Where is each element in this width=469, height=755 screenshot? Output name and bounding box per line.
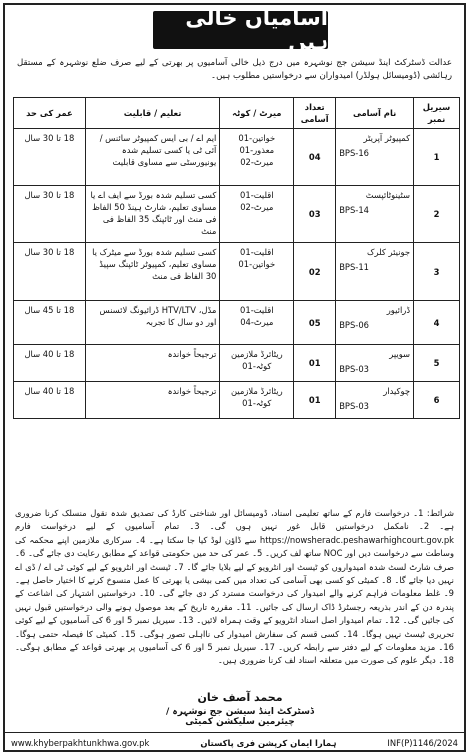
post-scale: BPS-03 — [339, 401, 369, 411]
cell-merit: اقلیت-01 میرٹ-02 — [220, 186, 294, 243]
cell-merit: ریٹائرڈ ملازمین کوٹہ-01 — [220, 382, 294, 419]
footer-website-link[interactable]: www.khyberpakhtunkhwa.gov.pk — [11, 737, 150, 748]
post-name: چوکیدار — [383, 386, 411, 396]
cell-qualification: کسی تسلیم شدہ بورڈ سے ایف اے یا مساوی تعلیم، شارٹ ہینڈ 50 الفاظ فی منٹ اور ٹائپنگ 35 الفاظ فی منٹ — [85, 186, 220, 243]
cell-merit: ریٹائرڈ ملازمین کوٹہ-01 — [220, 345, 294, 382]
advertisement-page — [3, 3, 466, 752]
cell-count: 02 — [294, 243, 336, 301]
cell-count: 01 — [294, 382, 336, 419]
cell-age: 18 تا 30 سال — [14, 129, 86, 186]
post-scale: BPS-14 — [339, 205, 369, 215]
cell-age: 18 تا 45 سال — [14, 301, 86, 345]
table-row — [14, 301, 460, 345]
cell-count: 03 — [294, 186, 336, 243]
cell-qualification: ایم اے / بی ایس کمپیوٹر سائنس / آئی ٹی یا کسی تسلیم شدہ یونیورسٹی سے مساوی قابلیت — [85, 129, 220, 186]
cell-qualification: کسی تسلیم شدہ بورڈ سے میٹرک یا مساوی تعلیم، کمپیوٹر ٹائپنگ سپیڈ 30 الفاظ فی منٹ — [85, 243, 220, 301]
post-scale: BPS-03 — [339, 364, 369, 374]
post-name: سویپر — [389, 349, 411, 359]
post-name: جونیئر کلرک — [367, 247, 411, 257]
header-qualification: تعلیم / قابلیت — [85, 98, 220, 129]
post-name: سٹینوٹائپسٹ — [365, 190, 411, 200]
footer-bar — [3, 732, 466, 752]
cell-serial: 6 — [414, 382, 460, 419]
cell-post — [336, 186, 414, 243]
table-row — [14, 243, 460, 301]
table-row — [14, 129, 460, 186]
header-count: تعداد آسامی — [294, 98, 336, 129]
table-header-row — [14, 98, 460, 129]
vacancies-heading: آسامیاں خالی ہیں — [153, 11, 328, 49]
terms-and-conditions: شرائط: 1۔ درخواست فارم کے ساتھ تعلیمی اسناد، ڈومیسائل اور شناختی کارڈ کی تصدیق شدہ نقول منسلک کرنا ضروری ہے۔ 2۔ نامکمل درخواستیں قابل غور نہیں ہوں گی۔ 3۔ تمام آسامیوں کے لیے درخواست فارم https://nowsheradc.peshawarhighcourt.gov.pk سے ڈاؤن لوڈ کیا جا سکتا ہے۔ 4۔ سرکاری ملازمین اپنے محکمہ کی وساطت سے درخواست دیں اور NOC ساتھ لف کریں۔ 5۔ عمر کی حد میں حکومتی قواعد کے مطابق رعایت دی جائے گی۔ 6۔ صرف شارٹ لسٹ شدہ امیدواروں کو ٹیسٹ اور انٹرویو کے لیے بلایا جائے گا۔ 7۔ ٹیسٹ اور انٹرویو کے لیے کوئی ٹی اے / ڈی اے نہیں دیا جائے گا۔ 8۔ کمیٹی کو کسی بھی آسامی کی تعداد میں کمی بیشی یا بھرتی کا عمل منسوخ کرنے کا اختیار حاصل ہے۔ 9۔ غلط معلومات فراہم کرنے والے امیدوار کی درخواست مسترد کر دی جائے گی۔ 10۔ درخواستیں اشتہار کی اشاعت کے پندرہ دن کے اندر بذریعہ رجسٹرڈ ڈاک ارسال کی جائیں۔ 11۔ مقررہ تاریخ کے بعد موصول ہونے والی درخواستیں قبول نہیں کی جائیں گی۔ 12۔ تمام امیدوار اصل اسناد انٹرویو کے وقت ہمراہ لائیں۔ 13۔ سیریل نمبر 5 اور 6 کی آسامیوں کے لیے کوئی تحریری ٹیسٹ نہیں ہوگا۔ 14۔ کسی قسم کی سفارش امیدوار کی نااہلی تصور ہوگی۔ 15۔ کمیٹی کا فیصلہ حتمی ہوگا۔ 16۔ مزید معلومات کے لیے دفتر سے رابطہ کریں۔ 17۔ سیریل نمبر 5 اور 6 کی آسامیوں پر بھرتی قواعد کے مطابق ہوگی۔ 18۔ دیگر علوم کی صورت میں متعلقہ اسناد لف کرنا ضروری ہیں۔ — [15, 508, 454, 666]
cell-merit: اقلیت-01 خواتین-01 — [220, 243, 294, 301]
footer-reference-number: INF(P)1146/2024 — [387, 737, 458, 748]
cell-count: 01 — [294, 345, 336, 382]
cell-age: 18 تا 30 سال — [14, 243, 86, 301]
cell-serial: 1 — [414, 129, 460, 186]
cell-qualification: ترجیحاً خواندہ — [85, 382, 220, 419]
cell-post — [336, 301, 414, 345]
cell-post — [336, 243, 414, 301]
cell-count: 05 — [294, 301, 336, 345]
cell-merit: خواتین-01 معذور-01 میرٹ-02 — [220, 129, 294, 186]
post-name: کمپیوٹر آپریٹر — [363, 133, 411, 143]
cell-post — [336, 129, 414, 186]
cell-serial: 5 — [414, 345, 460, 382]
cell-age: 18 تا 40 سال — [14, 345, 86, 382]
post-name: ڈرائیور — [386, 305, 411, 315]
cell-post — [336, 345, 414, 382]
post-scale: BPS-16 — [339, 148, 369, 158]
header-merit: میرٹ / کوٹہ — [220, 98, 294, 129]
table-row — [14, 345, 460, 382]
intro-paragraph: عدالت ڈسٹرکٹ اینڈ سیشن جج نوشہرہ میں درج ذیل خالی آسامیوں پر بھرتی کے لیے صرف ضلع نوشہرہ کے مستقل رہائشی (ڈومیسائل ہولڈر) امیدواران سے درخواستیں مطلوب ہیں۔ — [17, 58, 452, 81]
cell-serial: 3 — [414, 243, 460, 301]
cell-age: 18 تا 40 سال — [14, 382, 86, 419]
vacancies-table — [13, 97, 460, 419]
header-age: عمر کی حد — [14, 98, 86, 129]
cell-post — [336, 382, 414, 419]
table-row — [14, 186, 460, 243]
cell-serial: 2 — [414, 186, 460, 243]
footer-motto: ہمارا ایمان کرپشن فری پاکستان — [200, 737, 337, 748]
table-row — [14, 382, 460, 419]
cell-count: 04 — [294, 129, 336, 186]
post-scale: BPS-06 — [339, 320, 369, 330]
header-post: نام آسامی — [336, 98, 414, 129]
post-scale: BPS-11 — [339, 262, 369, 272]
signatory-title: ڈسٹرکٹ اینڈ سیشن جج نوشہرہ / چیئرمین سلیکشن کمیٹی — [166, 707, 314, 727]
header-serial: سیریل نمبر — [414, 98, 460, 129]
cell-qualification: مڈل، HTV/LTV ڈرائیونگ لائسنس اور دو سال کا تجربہ — [85, 301, 220, 345]
cell-merit: اقلیت-01 میرٹ-04 — [220, 301, 294, 345]
cell-age: 18 تا 30 سال — [14, 186, 86, 243]
cell-serial: 4 — [414, 301, 460, 345]
cell-qualification: ترجیحاً خواندہ — [85, 345, 220, 382]
signatory-name: محمد آصف خان — [197, 691, 283, 704]
